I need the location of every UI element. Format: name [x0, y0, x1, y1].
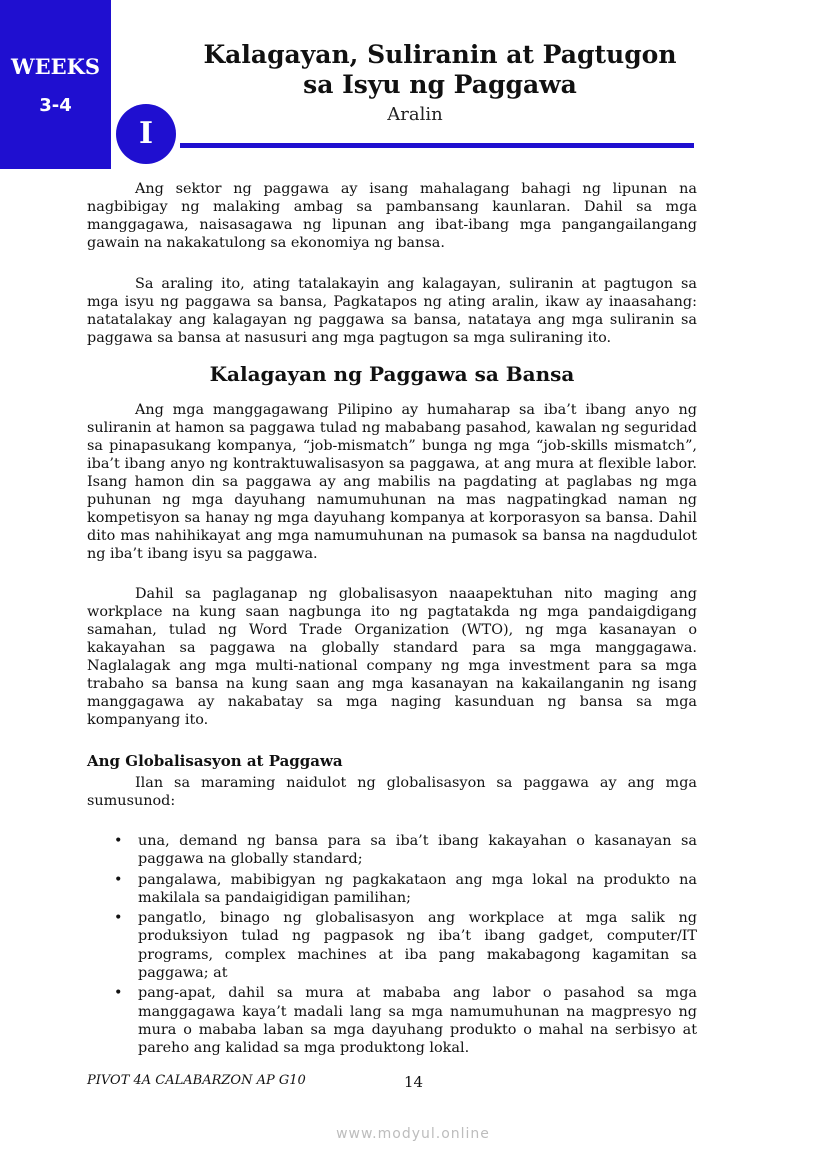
footer-publication: PIVOT 4A CALABARZON AP G10 [87, 1073, 306, 1088]
watermark-url: www.modyul.online [336, 1126, 490, 1142]
title-line-2: sa Isyu ng Paggawa [303, 70, 577, 99]
section-heading-globalisasyon: Ang Globalisasyon at Paggawa [87, 752, 343, 770]
globalization-effects-list [87, 832, 697, 1060]
weeks-label: WEEKS [10, 54, 100, 79]
weeks-badge [0, 0, 111, 169]
section1-paragraph-2: Dahil sa paglaganap ng globalisasyon naaapektuhan nito maging ang workplace na kung saan nagbunga ito ng pagtatakda ng mga pandaigdigang samahan, tulad ng Word Trade Organization (WTO), ng mga kasanayan o kakayahan sa paggawa na globally standard para sa mga manggagawa. Naglalagak ang mga multi-national company ng mga investment para sa mga trabaho sa bansa na kung saan ang mga kasanayan na kakailanganin ng isang manggagawa ay nakabatay sa mga naging kasunduan ng bansa sa mga kompanyang ito. [87, 586, 697, 728]
intro-paragraph-1: Ang sektor ng paggawa ay isang mahalagang bahagi ng lipunan na nagbibigay ng malaking ambag sa pambansang kaunlaran. Dahil sa mga manggagawa, naisasagawa ng lipunan ang ibat-ibang mga pangangailangang gawain na nakakatulong sa ekonomiya ng bansa. [87, 181, 697, 251]
weeks-range: 3-4 [39, 95, 72, 116]
list-item: • pangalawa, mabibigyan ng pagkakataon ang mga lokal na produkto na makilala sa pandaigidigan pamilihan; [114, 871, 697, 906]
intro-paragraph-2: Sa araling ito, ating tatalakayin ang kalagayan, suliranin at pagtugon sa mga isyu ng paggawa sa bansa, Pagkatapos ng ating aralin, ikaw ay inaasahang: natatalakay ang kalagayan ng paggawa sa bansa, natataya ang mga suliranin sa paggawa sa bansa at nasusuri ang mga pagtugon sa mga suliraning ito. [87, 276, 697, 346]
bullet-icon: • [114, 833, 123, 849]
section2-intro: Ilan sa maraming naidulot ng globalisasyon sa paggawa ay ang mga sumusunod: [87, 775, 697, 809]
section-heading-kalagayan: Kalagayan ng Paggawa sa Bansa [209, 362, 575, 386]
list-item: • una, demand ng bansa para sa iba’t ibang kakayahan o kasanayan sa paggawa na globally standard; [114, 833, 697, 868]
subtitle: Aralin [387, 104, 443, 125]
title-divider [180, 143, 694, 148]
section1-paragraph-1: Ang mga manggagawang Pilipino ay humaharap sa iba’t ibang anyo ng suliranin at hamon sa paggawa tulad ng mababang pasahod, kawalan ng seguridad sa pinapasukang kompanya, “job-mismatch” bunga ng mga “job-skills mismatch”, iba’t ibang anyo ng kontraktuwalisasyon sa paggawa, at ang mura at flexible labor. Isang hamon din sa paggawa ay ang mabilis na pagdating at paglabas ng mga puhunan ng mga dayuhang namumuhunan na mas nagpatingkad naman ng kompetisyon sa hanay ng mga dayuhang kompanya at korporasyon sa bansa. Dahil dito mas nahihikayat ang mga namumuhunan na pumasok sa bansa na nagdudulot ng iba’t ibang isyu sa paggawa. [87, 402, 697, 562]
section-marker-badge: I [116, 104, 176, 164]
bullet-icon: • [114, 985, 123, 1002]
bullet-icon: • [114, 910, 123, 927]
page-title [180, 40, 700, 100]
list-item: • pang-apat, dahil sa mura at mababa ang labor o pasahod sa mga manggagawa kaya’t madali lang sa mga namumuhunan na magpresyo ng mura o mababa laban sa mga dayuhang produkto o mahal na serbisyo at pareho ang kalidad sa mga produktong lokal. [114, 985, 697, 1057]
title-line-1: Kalagayan, Suliranin at Pagtugon [203, 40, 677, 69]
list-item: • pangatlo, binago ng globalisasyon ang workplace at mga salik ng produksiyon tulad ng pagpasok ng iba’t ibang gadget, computer/IT programs, complex machines at iba pang makabagong kagamitan sa paggawa; at [114, 910, 697, 982]
bullet-icon: • [114, 871, 123, 888]
page-number: 14 [404, 1073, 424, 1091]
